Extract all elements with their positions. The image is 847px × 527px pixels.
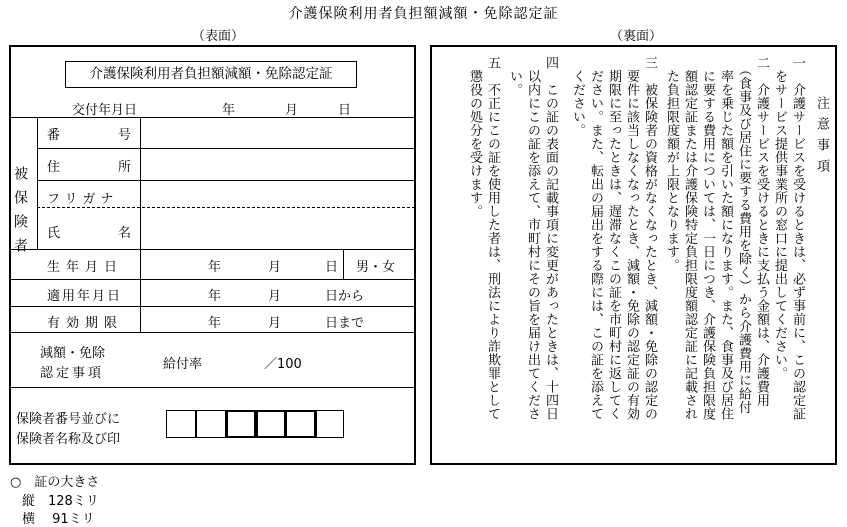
apply-month: 月 — [268, 289, 282, 304]
valid-year: 年 — [208, 316, 222, 331]
insurer-label-line1: 保険者番号並びに — [16, 412, 121, 427]
reduction-label-line1: 減額・免除 — [40, 346, 106, 361]
row-line-2 — [37, 180, 415, 181]
issue-year: 年 — [222, 103, 236, 118]
benefit-rate-value: ／100 — [264, 357, 302, 372]
row-line-5 — [10, 306, 415, 307]
note-line: 率を乗じた額を引いた額になります。また、食事及び居住 — [718, 56, 733, 421]
note-line: 額認定証または介護保険特定負担限度額認定証に記載され — [682, 56, 697, 421]
furigana-dashed-line — [37, 207, 415, 208]
apply-day-from: 日から — [325, 289, 365, 304]
note-line: 三 被保険者の資格がなくなったとき、減額・免除の認定の — [642, 56, 657, 421]
issue-month: 月 — [285, 103, 299, 118]
size-note-width: 横 91ミリ — [22, 512, 95, 527]
insured-label: 被保険者 — [12, 166, 28, 262]
apply-year: 年 — [208, 289, 222, 304]
size-note-heading: ○ 証の大きさ — [10, 475, 100, 490]
birth-month: 月 — [268, 260, 282, 275]
gender-divider — [343, 249, 344, 279]
valid-day-until: 日まで — [325, 316, 365, 331]
valid-period-label: 有効期限 — [47, 316, 124, 331]
address-label: 住 所 — [47, 160, 131, 175]
row-line-7 — [10, 387, 415, 388]
front-card — [9, 45, 416, 465]
note-line: （食事及び居住に要する費用を除く）から介護費用に給付 — [736, 56, 751, 414]
birth-year: 年 — [208, 260, 222, 275]
back-side-label: （裏面） — [610, 29, 663, 44]
label-column-divider — [140, 117, 141, 332]
note-line: 要件に該当しなくなったとき、減額・免除の認定証の有効 — [624, 56, 639, 421]
reduction-label-line2: 認定事項 — [40, 366, 105, 381]
insurer-box-highlight — [226, 410, 316, 438]
note-line: 五 不正にこの証を使用した者は、刑法により詐欺罪として — [485, 56, 500, 421]
gender-field: 男・女 — [356, 260, 396, 275]
notes-heading: 注意事項 — [814, 96, 829, 180]
number-label: 番 号 — [47, 128, 131, 143]
insurer-number-box — [166, 410, 196, 438]
birth-date-label: 生年月日 — [47, 260, 124, 275]
note-line: をサービス提供事業所の窓口に提出してください。 — [772, 56, 787, 380]
insurer-number-box — [316, 410, 344, 438]
note-line: 二 介護サービスを受けるときに支払う金額は、介護費用 — [754, 56, 769, 407]
page-title: 介護保険利用者負担額減額・免除認定証 — [288, 6, 559, 22]
furigana-label: フリガナ — [47, 192, 119, 207]
note-line: ください。 — [570, 56, 585, 137]
note-line: 一 介護サービスを受けるときは、必ず事前に、この認定証 — [790, 56, 805, 421]
note-line: い。 — [507, 56, 522, 97]
front-side-label: （表面） — [192, 29, 245, 44]
apply-date-label: 適用年月日 — [47, 289, 123, 304]
note-line: 期限に至ったときは、遅滞なくこの証を市町村に返してく — [606, 56, 621, 421]
insured-column-divider — [37, 117, 38, 249]
birth-day: 日 — [325, 260, 339, 275]
issue-day: 日 — [338, 103, 352, 118]
name-label: 氏 名 — [47, 226, 131, 241]
note-line: 以内にこの証を添えて、市町村にその旨を届け出てくださ — [525, 56, 540, 421]
row-line-6 — [10, 332, 415, 333]
note-line: 四 この証の表面の記載事項に変更があったときは、十四日 — [543, 56, 558, 421]
note-line: 懲役の処分を受けます。 — [467, 56, 482, 218]
note-line: ださい。また、転出の届出をする際には、この証を添えて — [588, 56, 603, 421]
benefit-rate-label: 給付率 — [163, 357, 203, 372]
insurer-label-line2: 保険者名称及び印 — [16, 432, 121, 447]
valid-month: 月 — [268, 316, 282, 331]
row-line-4 — [10, 279, 415, 280]
card-title-box: 介護保険利用者負担額減額・免除認定証 — [65, 61, 357, 88]
table-top-line — [10, 117, 415, 118]
issue-date-label: 交付年月日 — [72, 103, 138, 118]
note-line: に要する費用については、一日につき、介護保険負担限度 — [700, 56, 715, 421]
row-line-3 — [10, 249, 415, 250]
row-line-1 — [37, 148, 415, 149]
size-note-height: 縦 128ミリ — [22, 494, 99, 509]
insurer-number-box — [196, 410, 226, 438]
note-line: た負担限度額が上限となります。 — [664, 56, 679, 272]
